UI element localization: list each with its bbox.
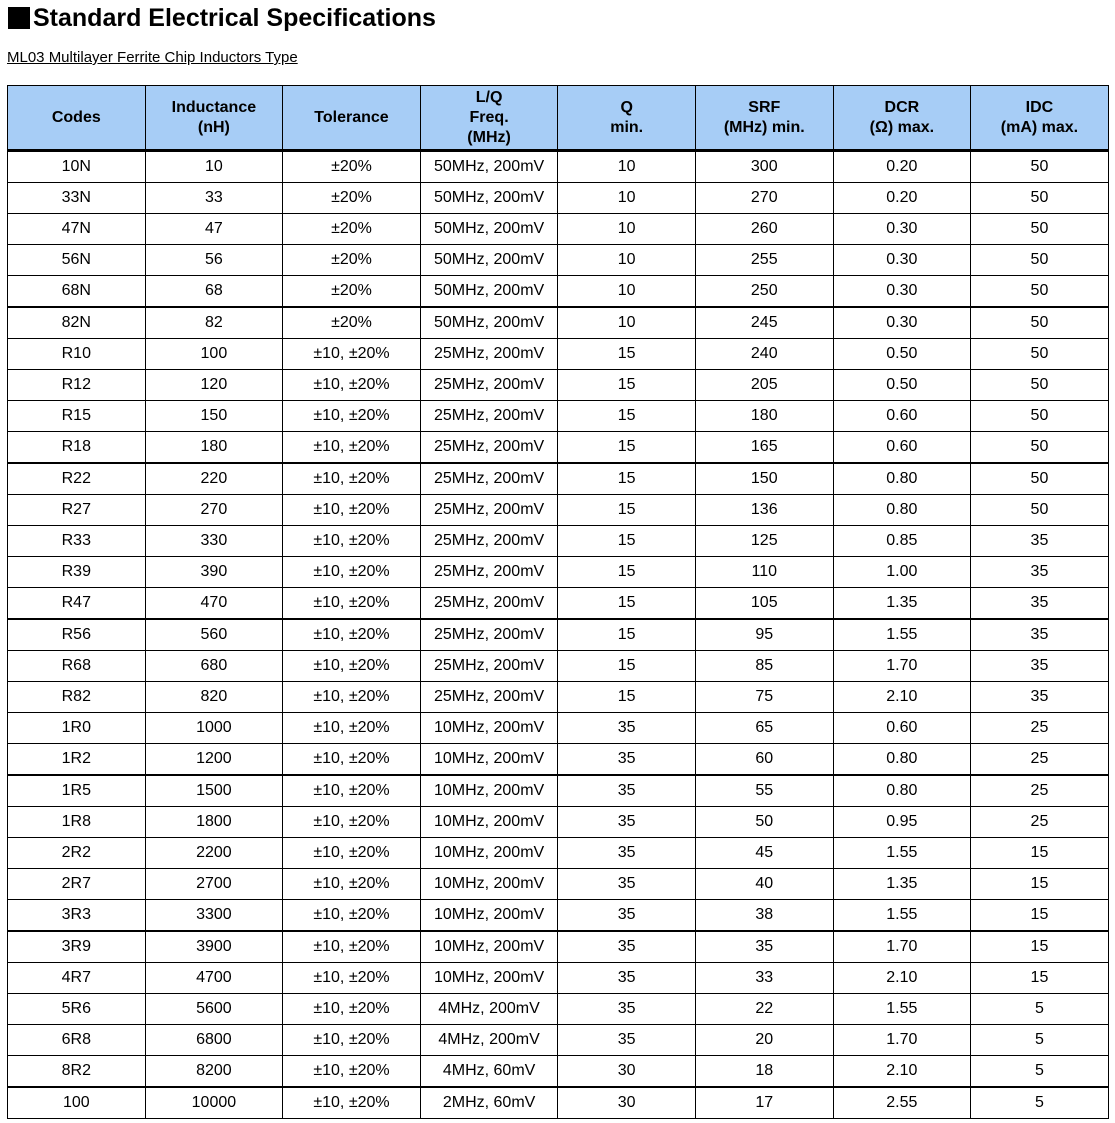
lq-freq-cell: 25MHz, 200mV <box>420 432 558 464</box>
table-row <box>8 744 1109 776</box>
table-row <box>8 1056 1109 1088</box>
inductance-cell: 10 <box>145 151 283 183</box>
idc-cell: 50 <box>971 214 1109 245</box>
q-min-cell: 15 <box>558 432 696 464</box>
idc-cell: 50 <box>971 495 1109 526</box>
inductance-cell: 5600 <box>145 994 283 1025</box>
table-row <box>8 401 1109 432</box>
code-cell: 82N <box>8 307 146 339</box>
idc-cell: 15 <box>971 931 1109 963</box>
table-row <box>8 994 1109 1025</box>
srf-cell: 260 <box>695 214 833 245</box>
code-cell: 3R3 <box>8 900 146 932</box>
dcr-cell: 1.55 <box>833 900 971 932</box>
dcr-cell: 0.60 <box>833 401 971 432</box>
code-cell: R82 <box>8 682 146 713</box>
srf-cell: 35 <box>695 931 833 963</box>
lq-freq-cell: 10MHz, 200mV <box>420 869 558 900</box>
table-row <box>8 370 1109 401</box>
lq-freq-cell: 4MHz, 200mV <box>420 1025 558 1056</box>
srf-cell: 105 <box>695 588 833 620</box>
idc-cell: 35 <box>971 557 1109 588</box>
dcr-cell: 1.55 <box>833 994 971 1025</box>
dcr-cell: 1.35 <box>833 588 971 620</box>
code-cell: R56 <box>8 619 146 651</box>
inductance-cell: 220 <box>145 463 283 495</box>
tolerance-cell: ±10, ±20% <box>283 526 421 557</box>
srf-cell: 60 <box>695 744 833 776</box>
dcr-cell: 0.80 <box>833 775 971 807</box>
idc-cell: 35 <box>971 526 1109 557</box>
q-min-cell: 10 <box>558 245 696 276</box>
table-row <box>8 651 1109 682</box>
dcr-cell: 1.35 <box>833 869 971 900</box>
idc-cell: 15 <box>971 838 1109 869</box>
tolerance-cell: ±10, ±20% <box>283 401 421 432</box>
code-cell: 5R6 <box>8 994 146 1025</box>
code-cell: 4R7 <box>8 963 146 994</box>
code-cell: 2R7 <box>8 869 146 900</box>
idc-cell: 25 <box>971 713 1109 744</box>
srf-cell: 55 <box>695 775 833 807</box>
lq-freq-cell: 2MHz, 60mV <box>420 1087 558 1119</box>
inductance-cell: 820 <box>145 682 283 713</box>
tolerance-cell: ±10, ±20% <box>283 744 421 776</box>
lq-freq-cell: 25MHz, 200mV <box>420 526 558 557</box>
column-header-srf: SRF (MHz) min. <box>695 86 833 151</box>
q-min-cell: 10 <box>558 307 696 339</box>
srf-cell: 245 <box>695 307 833 339</box>
inductance-cell: 2700 <box>145 869 283 900</box>
lq-freq-cell: 25MHz, 200mV <box>420 682 558 713</box>
tolerance-cell: ±10, ±20% <box>283 994 421 1025</box>
table-row <box>8 1087 1109 1119</box>
table-row <box>8 713 1109 744</box>
table-row <box>8 307 1109 339</box>
table-row <box>8 526 1109 557</box>
dcr-cell: 0.20 <box>833 151 971 183</box>
code-cell: 6R8 <box>8 1025 146 1056</box>
q-min-cell: 35 <box>558 931 696 963</box>
idc-cell: 50 <box>971 401 1109 432</box>
lq-freq-cell: 10MHz, 200mV <box>420 931 558 963</box>
lq-freq-cell: 10MHz, 200mV <box>420 775 558 807</box>
dcr-cell: 1.70 <box>833 651 971 682</box>
q-min-cell: 10 <box>558 183 696 214</box>
lq-freq-cell: 10MHz, 200mV <box>420 900 558 932</box>
q-min-cell: 15 <box>558 651 696 682</box>
q-min-cell: 10 <box>558 151 696 183</box>
srf-cell: 150 <box>695 463 833 495</box>
lq-freq-cell: 10MHz, 200mV <box>420 744 558 776</box>
q-min-cell: 30 <box>558 1087 696 1119</box>
lq-freq-cell: 25MHz, 200mV <box>420 619 558 651</box>
column-header-idc: IDC (mA) max. <box>971 86 1109 151</box>
tolerance-cell: ±10, ±20% <box>283 775 421 807</box>
dcr-cell: 0.95 <box>833 807 971 838</box>
lq-freq-cell: 25MHz, 200mV <box>420 588 558 620</box>
lq-freq-cell: 50MHz, 200mV <box>420 307 558 339</box>
lq-freq-cell: 50MHz, 200mV <box>420 183 558 214</box>
q-min-cell: 15 <box>558 682 696 713</box>
q-min-cell: 15 <box>558 619 696 651</box>
tolerance-cell: ±10, ±20% <box>283 463 421 495</box>
idc-cell: 50 <box>971 339 1109 370</box>
dcr-cell: 2.10 <box>833 1056 971 1088</box>
column-header-inductance: Inductance (nH) <box>145 86 283 151</box>
idc-cell: 5 <box>971 994 1109 1025</box>
inductance-cell: 150 <box>145 401 283 432</box>
idc-cell: 50 <box>971 183 1109 214</box>
q-min-cell: 35 <box>558 775 696 807</box>
black-square-icon <box>8 7 30 29</box>
lq-freq-cell: 10MHz, 200mV <box>420 807 558 838</box>
tolerance-cell: ±10, ±20% <box>283 807 421 838</box>
table-header <box>8 86 1109 151</box>
srf-cell: 50 <box>695 807 833 838</box>
table-row <box>8 339 1109 370</box>
dcr-cell: 0.30 <box>833 245 971 276</box>
inductance-cell: 470 <box>145 588 283 620</box>
dcr-cell: 0.30 <box>833 214 971 245</box>
table-row <box>8 463 1109 495</box>
table-row <box>8 869 1109 900</box>
table-row <box>8 245 1109 276</box>
dcr-cell: 1.70 <box>833 931 971 963</box>
column-header-codes: Codes <box>8 86 146 151</box>
q-min-cell: 35 <box>558 1025 696 1056</box>
lq-freq-cell: 25MHz, 200mV <box>420 557 558 588</box>
idc-cell: 5 <box>971 1087 1109 1119</box>
inductance-cell: 8200 <box>145 1056 283 1088</box>
table-row <box>8 151 1109 183</box>
srf-cell: 240 <box>695 339 833 370</box>
code-cell: R18 <box>8 432 146 464</box>
srf-cell: 38 <box>695 900 833 932</box>
tolerance-cell: ±10, ±20% <box>283 339 421 370</box>
srf-cell: 125 <box>695 526 833 557</box>
idc-cell: 15 <box>971 963 1109 994</box>
code-cell: R39 <box>8 557 146 588</box>
q-min-cell: 15 <box>558 370 696 401</box>
inductance-cell: 6800 <box>145 1025 283 1056</box>
q-min-cell: 15 <box>558 588 696 620</box>
idc-cell: 5 <box>971 1025 1109 1056</box>
inductance-cell: 120 <box>145 370 283 401</box>
code-cell: 68N <box>8 276 146 308</box>
inductance-cell: 680 <box>145 651 283 682</box>
inductance-cell: 82 <box>145 307 283 339</box>
table-row <box>8 495 1109 526</box>
idc-cell: 35 <box>971 682 1109 713</box>
q-min-cell: 10 <box>558 276 696 308</box>
dcr-cell: 0.80 <box>833 463 971 495</box>
srf-cell: 165 <box>695 432 833 464</box>
code-cell: R22 <box>8 463 146 495</box>
code-cell: 33N <box>8 183 146 214</box>
q-min-cell: 15 <box>558 557 696 588</box>
srf-cell: 45 <box>695 838 833 869</box>
dcr-cell: 2.10 <box>833 963 971 994</box>
table-row <box>8 900 1109 932</box>
header-row <box>8 86 1109 151</box>
q-min-cell: 15 <box>558 339 696 370</box>
code-cell: R12 <box>8 370 146 401</box>
idc-cell: 50 <box>971 276 1109 308</box>
idc-cell: 50 <box>971 307 1109 339</box>
table-row <box>8 682 1109 713</box>
table-row <box>8 276 1109 308</box>
specifications-table <box>7 85 1109 1119</box>
inductance-cell: 3300 <box>145 900 283 932</box>
dcr-cell: 0.30 <box>833 276 971 308</box>
table-row <box>8 214 1109 245</box>
q-min-cell: 35 <box>558 900 696 932</box>
tolerance-cell: ±10, ±20% <box>283 1056 421 1088</box>
srf-cell: 75 <box>695 682 833 713</box>
tolerance-cell: ±20% <box>283 276 421 308</box>
q-min-cell: 35 <box>558 963 696 994</box>
column-header-tolerance: Tolerance <box>283 86 421 151</box>
code-cell: R27 <box>8 495 146 526</box>
idc-cell: 15 <box>971 869 1109 900</box>
lq-freq-cell: 25MHz, 200mV <box>420 339 558 370</box>
code-cell: R10 <box>8 339 146 370</box>
srf-cell: 17 <box>695 1087 833 1119</box>
dcr-cell: 2.10 <box>833 682 971 713</box>
inductance-cell: 10000 <box>145 1087 283 1119</box>
tolerance-cell: ±10, ±20% <box>283 838 421 869</box>
srf-cell: 33 <box>695 963 833 994</box>
tolerance-cell: ±10, ±20% <box>283 963 421 994</box>
table-row <box>8 619 1109 651</box>
lq-freq-cell: 50MHz, 200mV <box>420 214 558 245</box>
lq-freq-cell: 25MHz, 200mV <box>420 651 558 682</box>
inductance-cell: 3900 <box>145 931 283 963</box>
idc-cell: 50 <box>971 463 1109 495</box>
srf-cell: 95 <box>695 619 833 651</box>
q-min-cell: 30 <box>558 1056 696 1088</box>
table-row <box>8 963 1109 994</box>
idc-cell: 50 <box>971 370 1109 401</box>
srf-cell: 20 <box>695 1025 833 1056</box>
inductance-cell: 1200 <box>145 744 283 776</box>
srf-cell: 136 <box>695 495 833 526</box>
lq-freq-cell: 10MHz, 200mV <box>420 838 558 869</box>
inductance-cell: 4700 <box>145 963 283 994</box>
dcr-cell: 0.50 <box>833 370 971 401</box>
tolerance-cell: ±10, ±20% <box>283 651 421 682</box>
tolerance-cell: ±10, ±20% <box>283 869 421 900</box>
lq-freq-cell: 50MHz, 200mV <box>420 245 558 276</box>
tolerance-cell: ±10, ±20% <box>283 557 421 588</box>
code-cell: 2R2 <box>8 838 146 869</box>
idc-cell: 25 <box>971 775 1109 807</box>
srf-cell: 65 <box>695 713 833 744</box>
dcr-cell: 2.55 <box>833 1087 971 1119</box>
lq-freq-cell: 10MHz, 200mV <box>420 713 558 744</box>
q-min-cell: 10 <box>558 214 696 245</box>
page-title-text: Standard Electrical Specifications <box>33 4 436 32</box>
lq-freq-cell: 25MHz, 200mV <box>420 401 558 432</box>
inductance-cell: 2200 <box>145 838 283 869</box>
tolerance-cell: ±10, ±20% <box>283 370 421 401</box>
dcr-cell: 0.60 <box>833 713 971 744</box>
lq-freq-cell: 50MHz, 200mV <box>420 151 558 183</box>
q-min-cell: 35 <box>558 744 696 776</box>
column-header-lq-freq: L/Q Freq. (MHz) <box>420 86 558 151</box>
code-cell: 1R8 <box>8 807 146 838</box>
srf-cell: 205 <box>695 370 833 401</box>
table-row <box>8 557 1109 588</box>
srf-cell: 85 <box>695 651 833 682</box>
inductance-cell: 33 <box>145 183 283 214</box>
table-row <box>8 931 1109 963</box>
idc-cell: 25 <box>971 744 1109 776</box>
tolerance-cell: ±10, ±20% <box>283 1025 421 1056</box>
q-min-cell: 15 <box>558 401 696 432</box>
lq-freq-cell: 25MHz, 200mV <box>420 370 558 401</box>
srf-cell: 300 <box>695 151 833 183</box>
inductance-cell: 390 <box>145 557 283 588</box>
srf-cell: 40 <box>695 869 833 900</box>
idc-cell: 5 <box>971 1056 1109 1088</box>
lq-freq-cell: 10MHz, 200mV <box>420 963 558 994</box>
tolerance-cell: ±10, ±20% <box>283 1087 421 1119</box>
idc-cell: 15 <box>971 900 1109 932</box>
code-cell: 56N <box>8 245 146 276</box>
tolerance-cell: ±10, ±20% <box>283 900 421 932</box>
table-row <box>8 838 1109 869</box>
inductance-cell: 330 <box>145 526 283 557</box>
page-title <box>8 2 436 34</box>
q-min-cell: 35 <box>558 994 696 1025</box>
tolerance-cell: ±20% <box>283 183 421 214</box>
tolerance-cell: ±20% <box>283 214 421 245</box>
code-cell: R47 <box>8 588 146 620</box>
column-header-dcr: DCR (Ω) max. <box>833 86 971 151</box>
inductance-cell: 56 <box>145 245 283 276</box>
idc-cell: 25 <box>971 807 1109 838</box>
table-row <box>8 775 1109 807</box>
srf-cell: 255 <box>695 245 833 276</box>
table-body <box>8 151 1109 1119</box>
inductance-cell: 560 <box>145 619 283 651</box>
idc-cell: 35 <box>971 651 1109 682</box>
srf-cell: 22 <box>695 994 833 1025</box>
q-min-cell: 35 <box>558 807 696 838</box>
inductance-cell: 100 <box>145 339 283 370</box>
code-cell: 10N <box>8 151 146 183</box>
dcr-cell: 0.85 <box>833 526 971 557</box>
dcr-cell: 1.55 <box>833 838 971 869</box>
dcr-cell: 1.70 <box>833 1025 971 1056</box>
inductance-cell: 1800 <box>145 807 283 838</box>
dcr-cell: 0.30 <box>833 307 971 339</box>
dcr-cell: 0.60 <box>833 432 971 464</box>
inductance-cell: 1500 <box>145 775 283 807</box>
tolerance-cell: ±10, ±20% <box>283 588 421 620</box>
tolerance-cell: ±20% <box>283 245 421 276</box>
lq-freq-cell: 50MHz, 200mV <box>420 276 558 308</box>
tolerance-cell: ±10, ±20% <box>283 931 421 963</box>
q-min-cell: 35 <box>558 713 696 744</box>
table-row <box>8 588 1109 620</box>
table-row <box>8 183 1109 214</box>
dcr-cell: 0.80 <box>833 744 971 776</box>
inductance-cell: 180 <box>145 432 283 464</box>
lq-freq-cell: 4MHz, 200mV <box>420 994 558 1025</box>
lq-freq-cell: 4MHz, 60mV <box>420 1056 558 1088</box>
code-cell: 100 <box>8 1087 146 1119</box>
inductance-cell: 68 <box>145 276 283 308</box>
q-min-cell: 15 <box>558 495 696 526</box>
dcr-cell: 0.50 <box>833 339 971 370</box>
code-cell: 47N <box>8 214 146 245</box>
code-cell: 1R5 <box>8 775 146 807</box>
tolerance-cell: ±10, ±20% <box>283 682 421 713</box>
code-cell: R15 <box>8 401 146 432</box>
srf-cell: 180 <box>695 401 833 432</box>
tolerance-cell: ±20% <box>283 307 421 339</box>
inductance-cell: 270 <box>145 495 283 526</box>
code-cell: R68 <box>8 651 146 682</box>
tolerance-cell: ±10, ±20% <box>283 619 421 651</box>
code-cell: 1R0 <box>8 713 146 744</box>
inductance-cell: 47 <box>145 214 283 245</box>
dcr-cell: 0.20 <box>833 183 971 214</box>
tolerance-cell: ±10, ±20% <box>283 495 421 526</box>
srf-cell: 110 <box>695 557 833 588</box>
q-min-cell: 15 <box>558 463 696 495</box>
q-min-cell: 15 <box>558 526 696 557</box>
dcr-cell: 0.80 <box>833 495 971 526</box>
inductance-cell: 1000 <box>145 713 283 744</box>
q-min-cell: 35 <box>558 869 696 900</box>
table-row <box>8 1025 1109 1056</box>
srf-cell: 18 <box>695 1056 833 1088</box>
tolerance-cell: ±10, ±20% <box>283 432 421 464</box>
tolerance-cell: ±10, ±20% <box>283 713 421 744</box>
code-cell: 1R2 <box>8 744 146 776</box>
tolerance-cell: ±20% <box>283 151 421 183</box>
code-cell: R33 <box>8 526 146 557</box>
code-cell: 3R9 <box>8 931 146 963</box>
lq-freq-cell: 25MHz, 200mV <box>420 495 558 526</box>
q-min-cell: 35 <box>558 838 696 869</box>
column-header-q-min: Q min. <box>558 86 696 151</box>
idc-cell: 50 <box>971 432 1109 464</box>
table-row <box>8 807 1109 838</box>
idc-cell: 50 <box>971 151 1109 183</box>
table-subtitle: ML03 Multilayer Ferrite Chip Inductors Type <box>7 49 298 66</box>
code-cell: 8R2 <box>8 1056 146 1088</box>
idc-cell: 35 <box>971 619 1109 651</box>
lq-freq-cell: 25MHz, 200mV <box>420 463 558 495</box>
table-row <box>8 432 1109 464</box>
idc-cell: 35 <box>971 588 1109 620</box>
srf-cell: 270 <box>695 183 833 214</box>
srf-cell: 250 <box>695 276 833 308</box>
dcr-cell: 1.55 <box>833 619 971 651</box>
idc-cell: 50 <box>971 245 1109 276</box>
dcr-cell: 1.00 <box>833 557 971 588</box>
